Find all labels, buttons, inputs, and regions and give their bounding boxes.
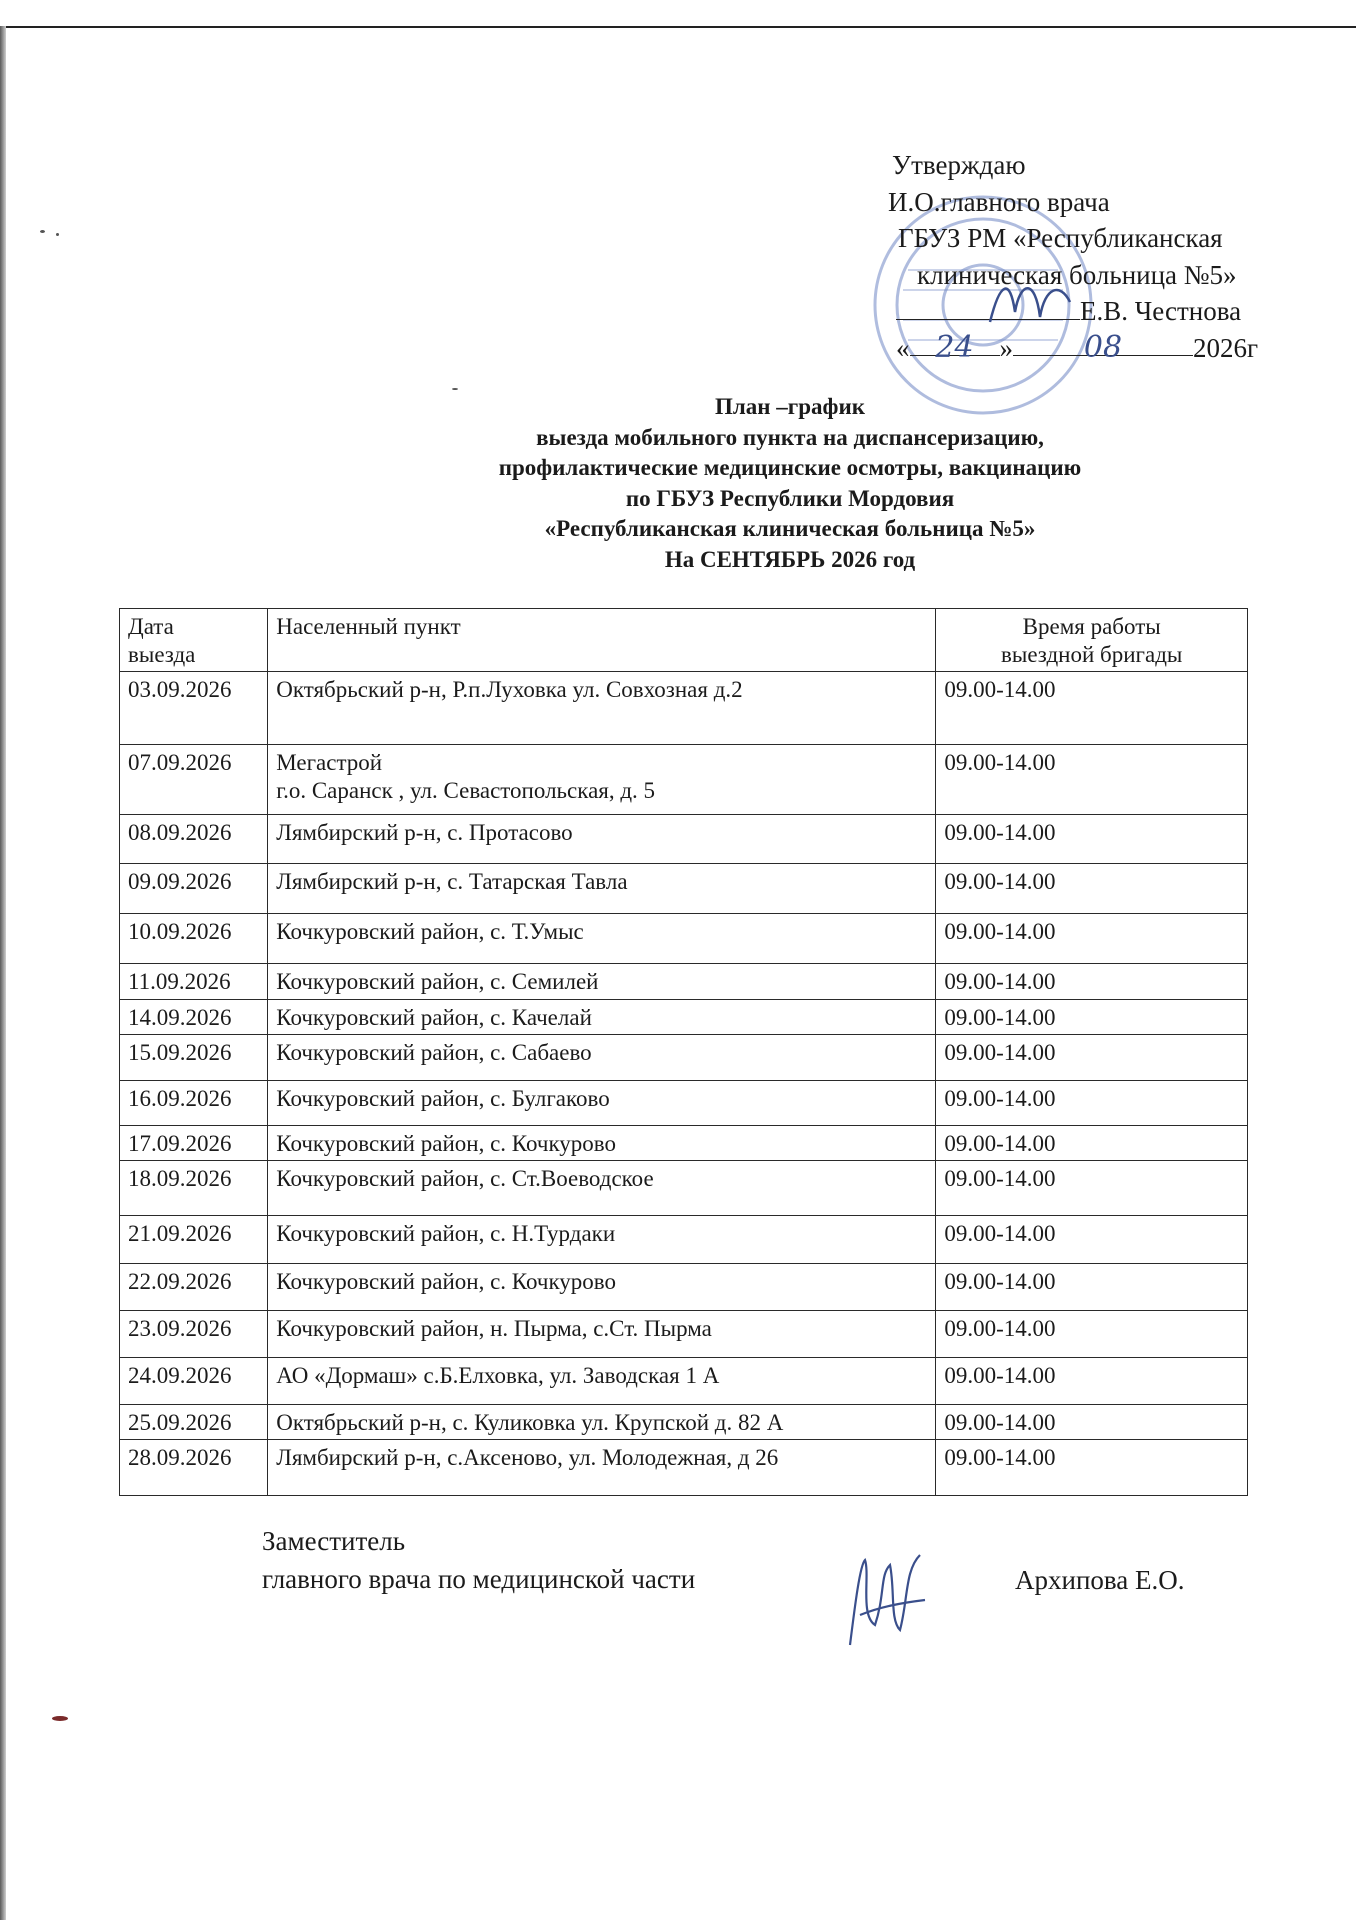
table-row (120, 1440, 1248, 1496)
cell-place: Кочкуровский район, с. Кочкурово (268, 1264, 936, 1311)
cell-date: 17.09.2026 (120, 1126, 268, 1161)
scan-speck (40, 230, 45, 233)
cell-date: 09.09.2026 (120, 864, 268, 914)
title-line-1: План –график (715, 394, 865, 419)
scan-speck (56, 233, 59, 236)
cell-place: Кочкуровский район, с. Н.Турдаки (268, 1216, 936, 1264)
title-line-3: профилактические медицинские осмотры, вакцинацию (498, 455, 1082, 480)
cell-time: 09.00-14.00 (936, 1358, 1248, 1405)
cell-place: Октябрьский р-н, с. Куликовка ул. Крупской д. 82 А (268, 1405, 936, 1440)
table-row (120, 1126, 1248, 1161)
title-line-6: На СЕНТЯБРЬ 2026 год (664, 546, 916, 572)
cell-date: 24.09.2026 (120, 1358, 268, 1405)
header-time-line1: Время работы (1022, 614, 1161, 639)
cell-time: 09.00-14.00 (936, 1440, 1248, 1496)
table-row (120, 964, 1248, 1000)
cell-date: 15.09.2026 (120, 1035, 268, 1081)
approval-heading: Утверждаю (892, 150, 1026, 180)
table-row (120, 815, 1248, 864)
cell-time: 09.00-14.00 (936, 745, 1248, 815)
title-line-2: выезда мобильного пункта на диспансеризацию, (536, 424, 1044, 450)
cell-time: 09.00-14.00 (936, 964, 1248, 1000)
cell-time: 09.00-14.00 (936, 672, 1248, 745)
cell-time: 09.00-14.00 (936, 815, 1248, 864)
cell-date: 22.09.2026 (120, 1264, 268, 1311)
cell-place: Лямбирский р-н, с. Татарская Тавла (268, 864, 936, 914)
approval-signer: Е.В. Честнова (1080, 296, 1242, 326)
cell-place: Лямбирский р-н, с. Протасово (268, 815, 936, 864)
scan-speck (452, 388, 458, 390)
table-row (120, 1216, 1248, 1264)
scan-speck (52, 1716, 68, 1721)
approval-position: И.О.главного врача (888, 187, 1110, 217)
cell-date: 08.09.2026 (120, 815, 268, 864)
cell-place: Кочкуровский район, с. Булгаково (268, 1081, 936, 1126)
approval-signature (980, 272, 1080, 332)
cell-place: Кочкуровский район, с. Семилей (268, 964, 936, 1000)
cell-date: 25.09.2026 (120, 1405, 268, 1440)
footer-position-line2: главного врача по медицинской части (262, 1564, 696, 1594)
table-header-row (120, 609, 1248, 672)
table-row (120, 1161, 1248, 1216)
cell-place: Кочкуровский район, н. Пырма, с.Ст. Пырма (268, 1311, 936, 1358)
approval-org-line1: ГБУЗ РМ «Республиканская (898, 223, 1223, 253)
cell-time: 09.00-14.00 (936, 914, 1248, 964)
date-year: 2026г (1193, 333, 1259, 363)
cell-date: 23.09.2026 (120, 1311, 268, 1358)
cell-date: 14.09.2026 (120, 1000, 268, 1035)
footer-signature (830, 1545, 940, 1665)
cell-time: 09.00-14.00 (936, 1035, 1248, 1081)
cell-time: 09.00-14.00 (936, 1405, 1248, 1440)
footer-position-line1: Заместитель (262, 1526, 406, 1556)
approval-org-line2: клиническая больница №5» (917, 260, 1237, 290)
table-row (120, 1358, 1248, 1405)
header-date (120, 609, 268, 672)
cell-place: Кочкуровский район, с. Ст.Воеводское (268, 1161, 936, 1216)
cell-time: 09.00-14.00 (936, 1264, 1248, 1311)
header-place: Населенный пункт (268, 609, 936, 672)
footer-signer-name: Архипова Е.О. (1015, 1565, 1185, 1595)
date-open-quote: « (896, 333, 910, 363)
cell-place-line1: Мегастрой (276, 750, 383, 775)
date-close-quote: » (999, 333, 1013, 363)
schedule-table (119, 608, 1248, 1496)
cell-date: 28.09.2026 (120, 1440, 268, 1496)
table-row (120, 672, 1248, 745)
cell-place: Кочкуровский район, с. Качелай (268, 1000, 936, 1035)
title-line-4: по ГБУЗ Республики Мордовия (625, 485, 955, 511)
header-time-line2: выездной бригады (1001, 642, 1183, 667)
cell-time: 09.00-14.00 (936, 1216, 1248, 1264)
cell-date: 21.09.2026 (120, 1216, 268, 1264)
cell-place: Октябрьский р-н, Р.п.Луховка ул. Совхозная д.2 (268, 672, 936, 745)
cell-date: 18.09.2026 (120, 1161, 268, 1216)
cell-place: Лямбирский р-н, с.Аксеново, ул. Молодежная, д 26 (268, 1440, 936, 1496)
cell-date: 07.09.2026 (120, 745, 268, 815)
cell-time: 09.00-14.00 (936, 1126, 1248, 1161)
table-row (120, 914, 1248, 964)
cell-time: 09.00-14.00 (936, 1311, 1248, 1358)
header-time (936, 609, 1248, 672)
date-month: 08 (1083, 330, 1123, 365)
scan-edge-top (0, 26, 1356, 28)
header-date-line1: Дата (128, 614, 174, 639)
date-day-field (910, 329, 1000, 365)
cell-time: 09.00-14.00 (936, 864, 1248, 914)
cell-date: 03.09.2026 (120, 672, 268, 745)
date-day: 24 (935, 330, 974, 365)
table-row (120, 1405, 1248, 1440)
cell-place: Кочкуровский район, с. Кочкурово (268, 1126, 936, 1161)
cell-date: 10.09.2026 (120, 914, 268, 964)
cell-place: АО «Дормаш» с.Б.Елховка, ул. Заводская 1 А (268, 1358, 936, 1405)
title-line-5: «Республиканская клиническая больница №5» (544, 516, 1036, 541)
table-row (120, 1264, 1248, 1311)
cell-time: 09.00-14.00 (936, 1161, 1248, 1216)
table-row (120, 1000, 1248, 1035)
scan-edge-left (0, 26, 6, 1920)
cell-time: 09.00-14.00 (936, 1081, 1248, 1126)
approval-date-line (896, 329, 1258, 367)
table-row (120, 864, 1248, 914)
cell-place (268, 745, 936, 815)
table-row (120, 1311, 1248, 1358)
cell-time: 09.00-14.00 (936, 1000, 1248, 1035)
table-row (120, 745, 1248, 815)
table-row (120, 1081, 1248, 1126)
cell-date: 11.09.2026 (120, 964, 268, 1000)
table-row (120, 1035, 1248, 1081)
footer-position (262, 1522, 695, 1598)
cell-place-line2: г.о. Саранск , ул. Севастопольская, д. 5 (276, 778, 656, 803)
header-date-line2: выезда (128, 642, 196, 667)
cell-place: Кочкуровский район, с. Сабаево (268, 1035, 936, 1081)
document-title (430, 392, 1150, 575)
cell-place: Кочкуровский район, с. Т.Умыс (268, 914, 936, 964)
date-month-field (1013, 329, 1193, 365)
cell-date: 16.09.2026 (120, 1081, 268, 1126)
